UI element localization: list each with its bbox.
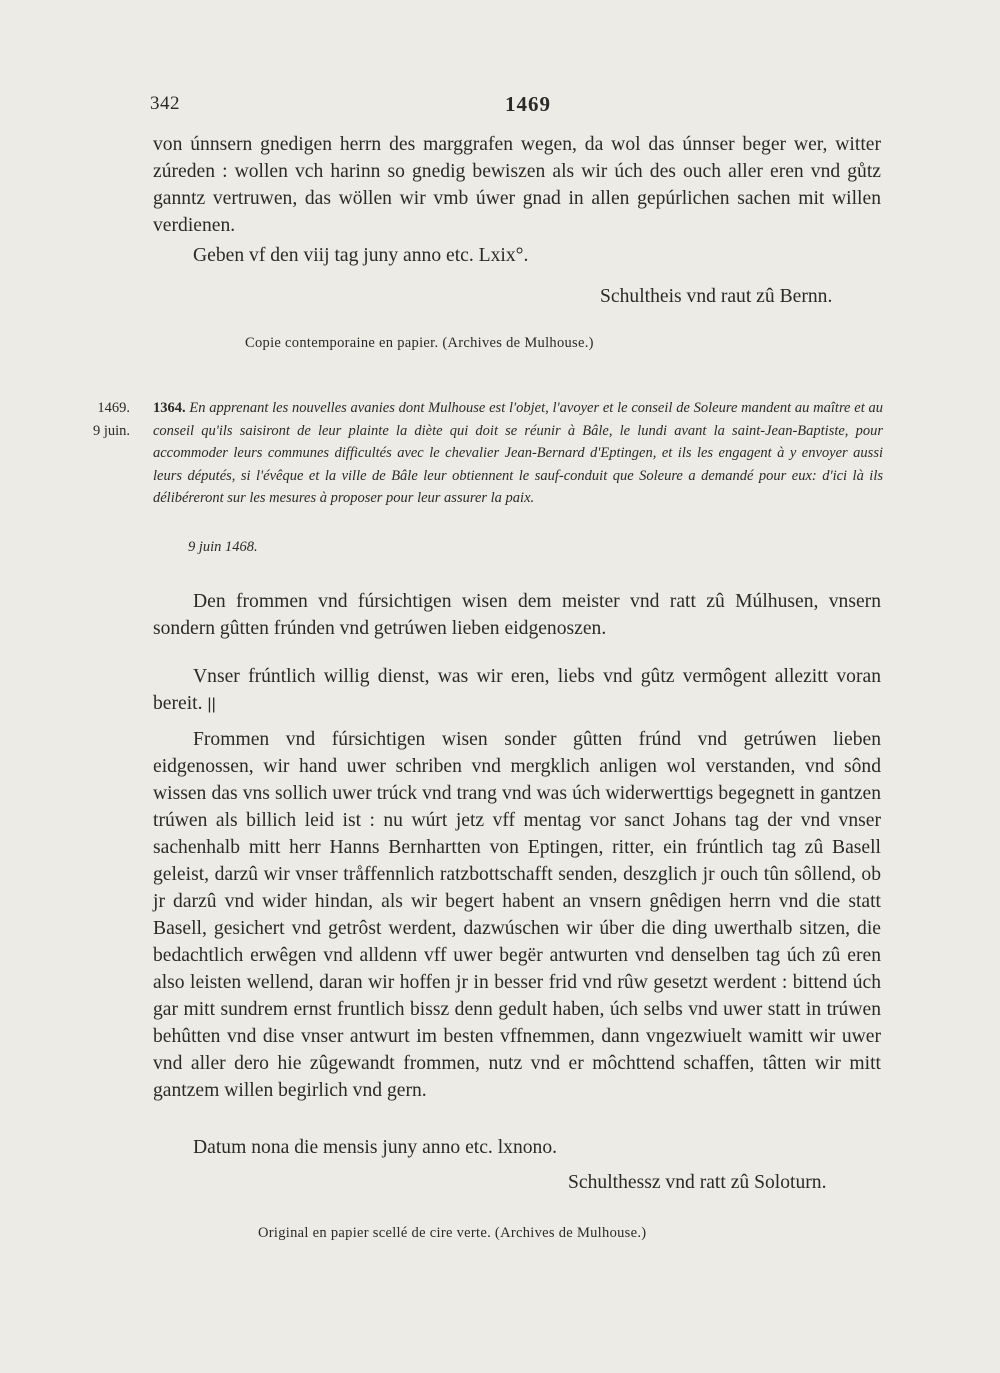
margin-date: 9 juin. (92, 423, 130, 439)
page-break-mark: || (207, 696, 216, 713)
entry-number: 1364. (153, 400, 186, 416)
margin-year: 1469. (97, 400, 130, 416)
letter1-source-note: Copie contemporaine en papier. (Archives de Mulhouse.) (245, 335, 594, 351)
letter2-greeting-text: Vnser frúntlich willig dienst, was wir eren, liebs vnd gûtz vermôgent allezitt voran bereit. (153, 666, 881, 714)
entry-summary-text: En apprenant les nouvelles avanies dont Mulhouse est l'objet, l'avoyer et le conseil de Soleure mandent au maître et au conseil qu'ils saisiront de leur plainte la diète qui doit se réunir à Bâle, le lundi avant la saint-Jean-Baptiste, pour accommoder leurs communes difficultés avec le chevalier Jean-Bernard d'Eptingen, et ils les engagent à y envoyer aussi leurs députés, si l'évêque et la ville de Bâle leur obtiennent le sauf-conduit que Soleure a demandé pour eux: d'ici là ils délibéreront sur les mesures à proposer pour leur assurer la paix. (153, 400, 883, 506)
letter2-source-note: Original en papier scellé de cire verte. (Archives de Mulhouse.) (258, 1225, 647, 1241)
letter1-body: von únnsern gnedigen herrn des marggrafen wegen, da wol das únnser beger wer, witter zúreden : wollen vch harinn so gnedig bewiszen als wir úch des ouch aller eren vnd gůtz ganntz vertruwen, das wöllen wir vmb úwer gnad in allen gepúrlichen sachen mit willen verdienen. (153, 134, 881, 236)
entry-date: 9 juin 1468. (188, 539, 258, 555)
letter2-body: Frommen vnd fúrsichtigen wisen sonder gûtten frúnd vnd getrúwen lieben eidgenossen, wir hand uwer schriben vnd mergklich anligen wol verstanden, vnd sônd wissen das vns sollich uwer trúck vnd trang vnd was úch widerwerttigs begegnett in gantzen trúwen als billich leid ist : nu wúrt jetz vff mentag vor sanct Johans tag der vnd vnser sachenhalb mitt herr Hanns Bernhartten von Eptingen, ritter, ein frúntlich tag zû Basell geleist, darzû wir vnser tråffennlich ratzbottschafft senden, deszglich jr ouch tûn sôllend, ob jr darzû vnd wider hindan, als wir begert habent an vnsern gnêdigen herrn vnd die statt Basell, gesichert vnd getrôst werdent, dazwúschen wir úber die ding uwerthalb sitzen, die bedachtlich erwêgen vnd alldenn vff uwer begër antwurten vnd denselben tag úch zû eren also leisten wellend, daran wir hoffen jr in besser frid vnd rûw gesetzt werdent : bittend úch gar mitt sundrem ernst fruntlich bissz denn gedult haben, úch selbs vnd uwer statt in trúwen behûtten vnd dise vnser antwurt im besten vffnemmen, dann vngezwiuelt wamitt wir uwer vnd aller dero hie zûgewandt frommen, nutz vnd er môchttend schaffen, tâtten wir mitt gantzem willen begirlich vnd gern. (153, 729, 881, 1101)
letter2-signature: Schulthessz vnd ratt zû Soloturn. (568, 1172, 827, 1193)
letter2-dating: Datum nona die mensis juny anno etc. lxnono. (193, 1137, 558, 1158)
letter1-dating: Geben vf den viij tag juny anno etc. Lxix°. (193, 245, 529, 266)
page-number: 342 (150, 93, 180, 114)
entry-summary (153, 397, 883, 510)
letter2-address: Den frommen vnd fúrsichtigen wisen dem meister vnd ratt zû Múlhusen, vnsern sondern gûtten frúnden vnd getrúwen lieben eidgenoszen. (153, 591, 881, 639)
running-head-year: 1469 (505, 92, 551, 116)
letter1-signature: Schultheis vnd raut zû Bernn. (600, 286, 833, 307)
letter2-greeting (153, 663, 881, 718)
